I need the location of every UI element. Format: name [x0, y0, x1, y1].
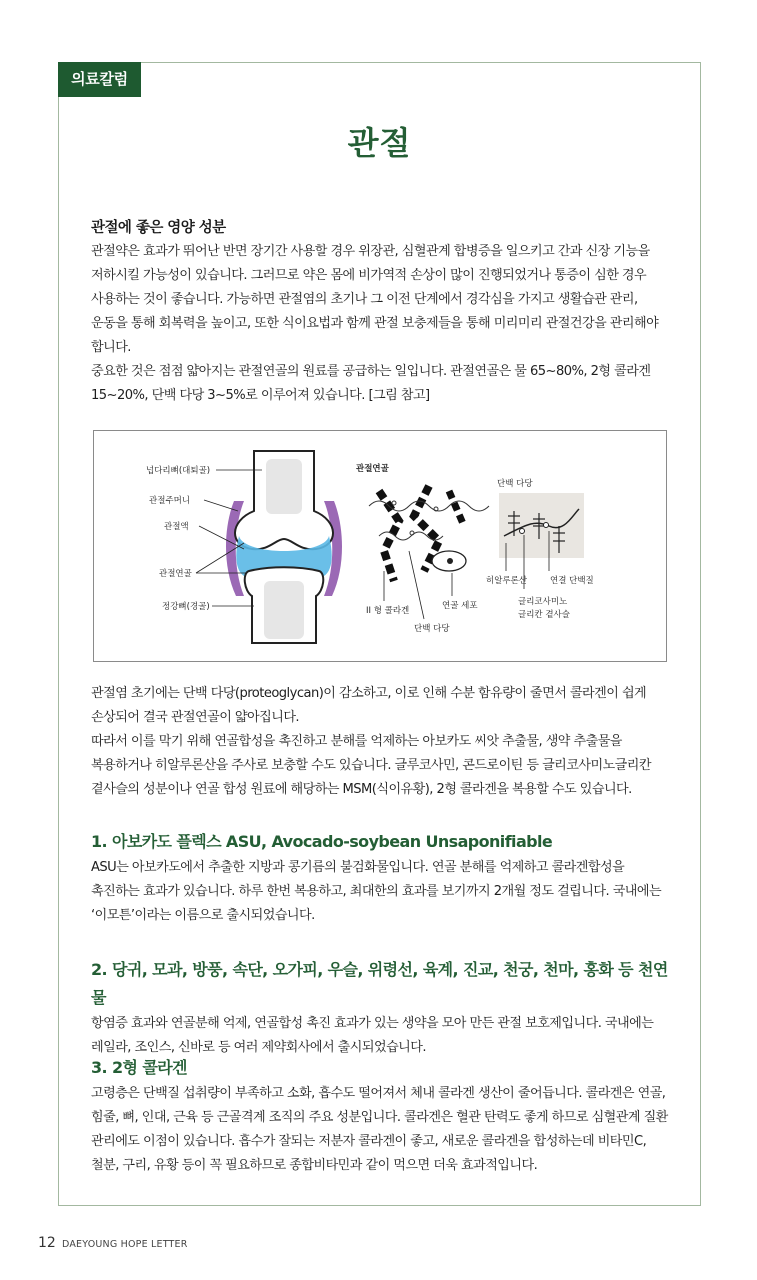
column-tag: 의료칼럼	[58, 62, 141, 97]
item2-section	[91, 956, 671, 1060]
intro-heading: 관절에 좋은 영양 성분	[91, 220, 226, 236]
label-tibia: 정강뼈(경골)	[162, 602, 210, 612]
joint-figure	[93, 430, 667, 662]
label-hyaluronic-acid: 히알루론산	[486, 576, 528, 586]
item1-heading: 1. 아보카도 플렉스 ASU, Avocado-soybean Unsaponifiable	[91, 832, 553, 851]
joint-diagram	[94, 431, 666, 661]
label-cartilage-title: 관절연골	[356, 464, 389, 474]
page-number: 12	[38, 1235, 56, 1251]
intro-paragraph-2: 중요한 것은 점점 얇아지는 관절연골의 원료를 공급하는 일입니다. 관절연골은 물 65~80%, 2형 콜라겐 15~20%, 단백 다당 3~5%로 이루어져 있습니다. [그림 참고]	[91, 364, 651, 403]
label-femur: 넙다리뼈(대퇴골)	[146, 466, 211, 476]
knee-illustration	[226, 451, 342, 643]
intro-paragraph-1: 관절약은 효과가 뛰어난 반면 장기간 사용할 경우 위장관, 심혈관계 합병증을 일으키고 간과 신장 기능을 저하시킬 가능성이 있습니다. 그러므로 약은 몸에 비가역적 손상이 많이 진행되었거나 통증이 심한 경우 사용하는 것이 좋습니다. 가능하면 관절염의 초기나 그 이전 단계에서 경각심을 가지고 생활습관 관리, 운동을 통해 회복력을 높이고, 또한 식이요법과 함께 관절 보충제들을 통해 미리미리 관절건강을 관리해야 합니다.	[91, 244, 659, 355]
page-title: 관절	[347, 124, 412, 162]
intro-section	[91, 216, 671, 408]
label-gag-2: 글리칸 곁사슬	[518, 610, 570, 620]
publication-name: DAEYOUNG HOPE LETTER	[61, 1239, 188, 1250]
label-synovial-fluid: 관절액	[164, 522, 189, 532]
label-proteoglycan: 단백 다당	[497, 479, 533, 489]
item3-section	[91, 1054, 671, 1178]
body-paragraph-1: 관절염 초기에는 단백 다당(proteoglycan)이 감소하고, 이로 인해 수분 함유량이 줄면서 콜라겐이 쉽게 손상되어 결국 관절연골이 얇아집니다.	[91, 686, 647, 725]
label-link-protein: 연결 단백질	[550, 576, 594, 586]
label-proteoglycan-2: 단백 다당	[414, 624, 450, 634]
cartilage-structure	[355, 463, 594, 634]
page-footer	[38, 1235, 188, 1251]
label-type2-collagen: II 형 콜라겐	[366, 606, 410, 616]
label-chondrocyte: 연골 세포	[442, 601, 478, 611]
label-cartilage: 관절연골	[159, 569, 192, 579]
body-section	[91, 682, 671, 802]
item1-section	[91, 828, 671, 928]
item3-text: 고령층은 단백질 섭취량이 부족하고 소화, 흡수도 떨어져서 체내 콜라겐 생산이 줄어듭니다. 콜라겐은 연골, 힘줄, 뼈, 인대, 근육 등 근골격계 조직의 주요 성분입니다. 콜라겐은 혈관 탄력도 좋게 하므로 심혈관계 질환 관리에도 이점이 있습니다. 흡수가 잘되는 저분자 콜라겐이 좋고, 새로운 콜라겐을 합성하는데 비타민C, 철분, 구리, 유황 등이 꼭 필요하므로 종합비타민과 같이 먹으면 더욱 효과적입니다.	[91, 1086, 668, 1173]
item3-heading: 3. 2형 콜라겐	[91, 1058, 187, 1077]
item2-heading: 2. 당귀, 모과, 방풍, 속단, 오가피, 우슬, 위령선, 육계, 진교, 천궁, 천마, 홍화 등 천연물	[91, 960, 668, 1007]
body-paragraph-2: 따라서 이를 막기 위해 연골합성을 촉진하고 분해를 억제하는 아보카도 씨앗 추출물, 생약 추출물을 복용하거나 히알루론산을 주사로 보충할 수도 있습니다. 글루코사민, 콘드로이틴 등 글리코사미노글리칸 곁사슬의 성분이나 연골 합성 원료에 해당하는 MSM(식이유황), 2형 콜라겐을 복용할 수도 있습니다.	[91, 734, 651, 797]
label-joint-capsule: 관절주머니	[149, 496, 191, 506]
label-gag-1: 글리코사미노	[518, 597, 568, 607]
item2-text: 항염증 효과와 연골분해 억제, 연골합성 촉진 효과가 있는 생약을 모아 만든 관절 보호제입니다. 국내에는 레일라, 조인스, 신바로 등 여러 제약회사에서 출시되었습니다.	[91, 1016, 654, 1055]
item1-text: ASU는 아보카도에서 추출한 지방과 콩기름의 불검화물입니다. 연골 분해를 억제하고 콜라겐합성을 촉진하는 효과가 있습니다. 하루 한번 복용하고, 최대한의 효과를 보기까지 2개월 정도 걸립니다. 국내에는 ‘이모튼’이라는 이름으로 출시되었습니다.	[91, 860, 662, 923]
